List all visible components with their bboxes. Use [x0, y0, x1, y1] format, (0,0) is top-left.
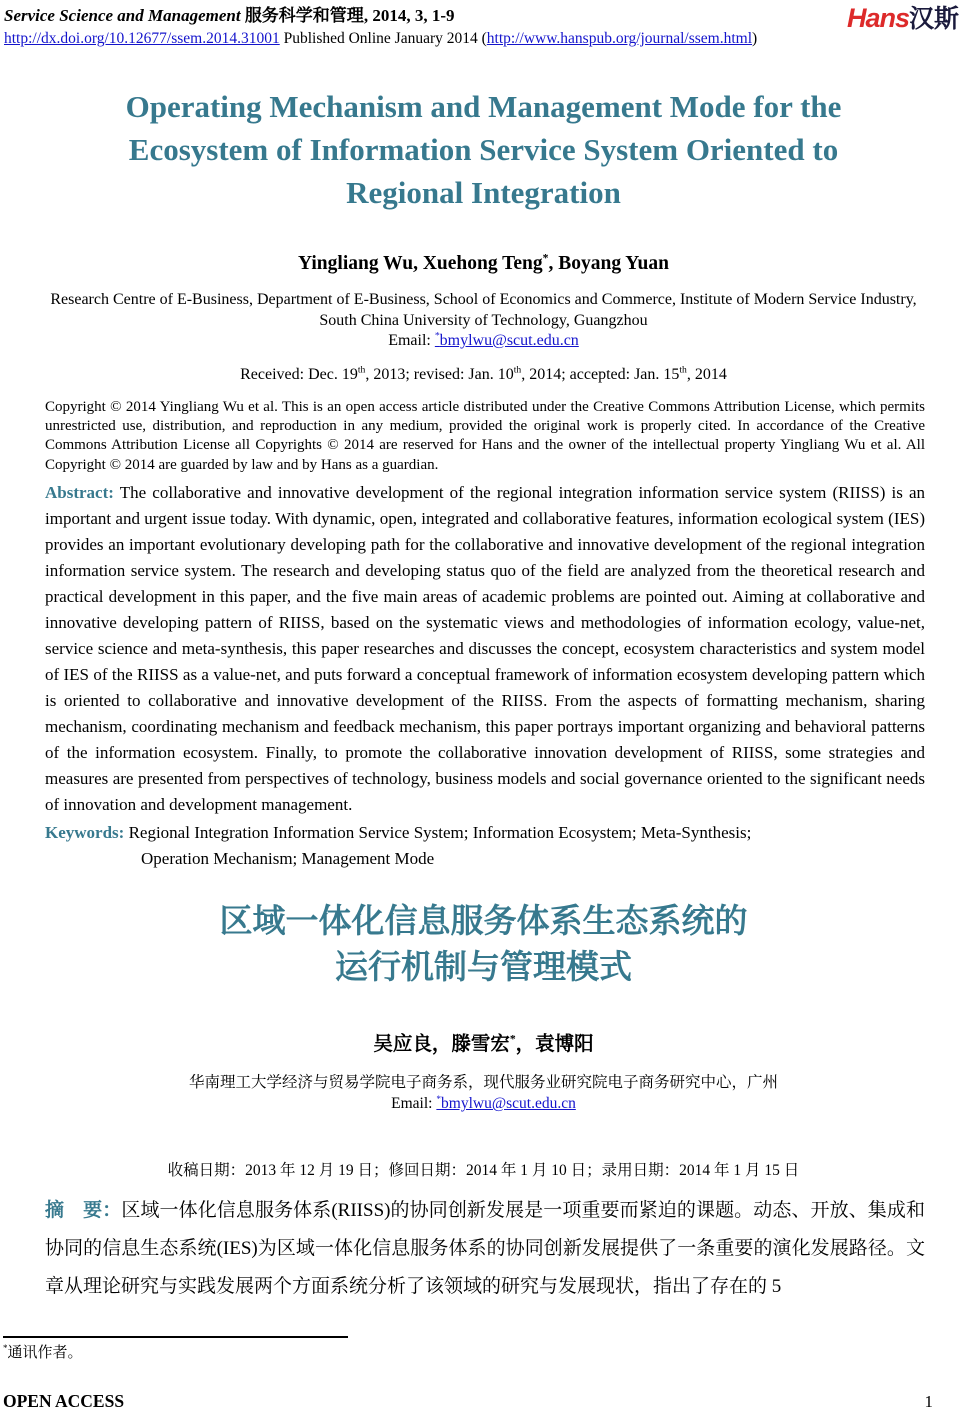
published-online-close: )	[752, 30, 758, 47]
received-sup-1: th	[357, 364, 366, 376]
journal-issue-info: , 2014, 3, 1-9	[363, 6, 455, 25]
email-address-en: bmylwu@scut.edu.cn	[439, 332, 579, 349]
corresponding-author-mark: *	[542, 251, 549, 265]
email-line-zh	[0, 1093, 967, 1114]
title-line-3: Regional Integration	[346, 175, 621, 210]
open-access-label: OPEN ACCESS	[3, 1391, 125, 1411]
title-zh-line-2: 运行机制与管理模式	[335, 948, 632, 986]
abstract-zh	[45, 1192, 925, 1306]
footnote-rule	[3, 1336, 348, 1338]
author-names: Yingliang Wu, Xuehong Teng	[298, 253, 543, 274]
title-line-1: Operating Mechanism and Management Mode for the	[125, 89, 842, 124]
affiliation-en	[0, 290, 967, 352]
affiliation-line-2: South China University of Technology, Guangzhou	[319, 311, 648, 329]
page-number: 1	[924, 1392, 933, 1411]
email-line-en	[0, 331, 967, 352]
page-footer	[3, 1391, 933, 1412]
affiliation-zh-line: 华南理工大学经济与贸易学院电子商务系，现代服务业研究院电子商务研究中心，广州	[188, 1074, 778, 1092]
journal-name-en: Service Science and Management	[4, 6, 241, 25]
abstract-text: The collaborative and innovative development of the regional integration information service system (RIISS) is an important and urgent issue today. With dynamic, open, integrated and collaborative features, information ecological system (IES) provides an important evolutionary developing path for the collaborative and innovative development of the regional integration information service system. The research and developing status quo of the field are analyzed from the theoretical research and practical development in this paper, and the five main areas of academic problems are pointed out. Aiming at collaborative and innovative developing pattern of RIISS, based on the systematic views and methodologies of information ecology, value-net, service science and meta-synthesis, this paper researches and discusses the concept, ecosystem characteristics and system model of IES of the RIISS as a value-net, and puts forward a conceptual framework of information ecosystem developing pattern which is oriented to collaborative and innovative development of the RIISS. From the aspects of formatting mechanism, sharing mechanism, coordinating mechanism and feedback mechanism, this paper portrays important organizing and behavioral patterns of the information ecosystem. Finally, to promote the collaborative innovation development of RIISS, some strategies and measures are presented from perspectives of technology, business models and social governance oriented to the significant needs of innovation and development management.	[45, 483, 925, 815]
abstract-en	[45, 480, 925, 818]
doi-link[interactable]: http://dx.doi.org/10.12677/ssem.2014.31001	[4, 30, 280, 47]
hans-logo-text: Hans	[846, 3, 909, 33]
email-label-en: Email:	[388, 332, 435, 349]
journal-line	[4, 5, 757, 26]
email-star-en: *	[434, 330, 440, 342]
hans-logo	[847, 5, 959, 36]
received-text: Received: Dec. 19	[240, 365, 358, 383]
received-sup-2: th	[513, 364, 522, 376]
email-address-zh: bmylwu@scut.edu.cn	[441, 1095, 576, 1113]
keywords-label: Keywords:	[45, 823, 125, 843]
received-dates-en	[0, 366, 967, 384]
author-names-zh: 吴应良，滕雪宏	[373, 1034, 510, 1056]
footnote-text-label: 通讯作者。	[7, 1345, 83, 1361]
hans-logo-chinese: 汉斯	[908, 5, 959, 33]
keywords-en	[45, 820, 925, 872]
revised-text: , 2013; revised: Jan. 10	[365, 365, 514, 383]
journal-homepage-link[interactable]: http://www.hanspub.org/journal/ssem.html	[486, 30, 753, 47]
doi-line	[4, 29, 757, 49]
title-zh-line-1: 区域一体化信息服务体系生态系统的	[219, 902, 748, 940]
author-names-cont: , Boyang Yuan	[548, 253, 669, 274]
author-names-zh-cont: ，袁博阳	[515, 1034, 594, 1056]
received-sup-3: th	[679, 364, 687, 376]
accepted-text: , 2014; accepted: Jan. 15	[521, 365, 680, 383]
affiliation-line-1: Research Centre of E-Business, Department of E-Business, School of Economics and Commerce, Institute of Modern Service Industry,	[50, 291, 917, 308]
email-link-zh[interactable]	[436, 1095, 575, 1112]
footnote	[3, 1336, 403, 1362]
email-label-zh: Email:	[391, 1095, 437, 1113]
abstract-zh-label: 摘 要：	[45, 1200, 122, 1222]
dates-zh: 收稿日期：2013 年 12 月 19 日；修回日期：2014 年 1 月 10 日；录用日期：2014 年 1 月 15 日	[167, 1162, 800, 1180]
email-star-zh: *	[436, 1094, 442, 1105]
corresponding-author-mark-zh: *	[509, 1032, 516, 1046]
article-title-zh	[0, 898, 967, 990]
keywords-line-1: Regional Integration Information Service System; Information Ecosystem; Meta-Synthesis;	[124, 823, 752, 843]
abstract-zh-text: 区域一体化信息服务体系(RIISS)的协同创新发展是一项重要而紧迫的课题。动态、开放、集成和协同的信息生态系统(IES)为区域一体化信息服务体系的协同创新发展提供了一条重要的演化发展路径。文章从理论研究与实践发展两个方面系统分析了该领域的研究与发展现状，指出了存在的 5	[45, 1200, 925, 1298]
journal-header-left	[4, 5, 757, 49]
copyright-notice: Copyright © 2014 Yingliang Wu et al. This is an open access article distributed under the Creative Commons Attribution License, which permits unrestricted use, distribution, and reproduction in any medium, provided the original work is properly cited. In accordance of the Creative Commons Attribution License all Copyrights © 2014 are reserved for Hans and the owner of the intellectual property Yingliang Wu et al. All Copyright © 2014 are guarded by law and by Hans as a guardian.	[45, 398, 925, 473]
authors-zh	[0, 1028, 967, 1056]
journal-name-zh: 服务科学和管理	[240, 6, 364, 25]
title-line-2: Ecosystem of Information Service System Oriented to	[128, 132, 839, 167]
article-title-en	[10, 85, 957, 214]
authors-en	[0, 253, 967, 275]
keywords-line-2: Operation Mechanism; Management Mode	[141, 849, 435, 869]
affiliation-zh	[0, 1072, 967, 1114]
journal-header	[0, 0, 967, 49]
footnote-star: *	[3, 1343, 8, 1353]
received-year: , 2014	[686, 365, 727, 383]
abstract-label: Abstract:	[45, 483, 114, 503]
published-online-text: Published Online January 2014 (	[279, 30, 487, 47]
corresponding-author-note	[3, 1341, 403, 1362]
email-link-en[interactable]	[435, 332, 579, 349]
